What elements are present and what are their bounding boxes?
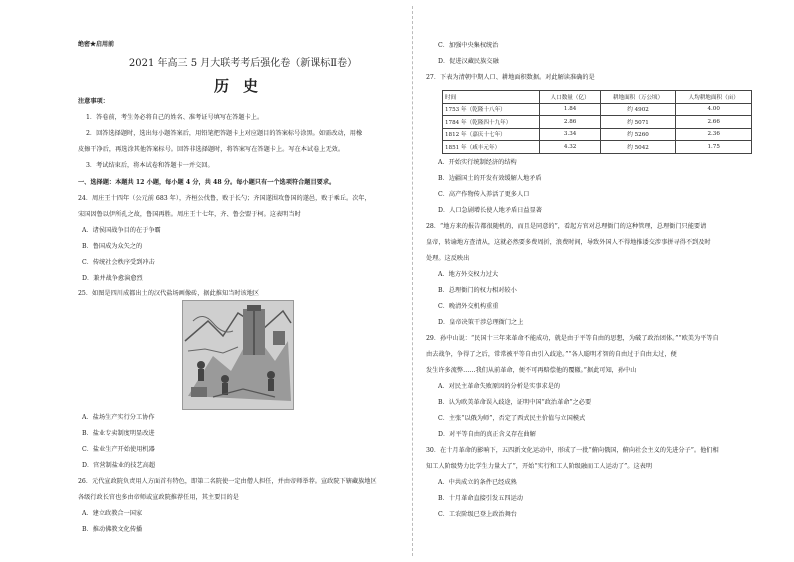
table-header-cell: 耕地面积（万公顷） (600, 91, 676, 104)
q28-option-a: A．地方外交权力过大 (438, 271, 499, 278)
table-cell: 1784 年（乾隆四十九年） (443, 116, 540, 129)
column-divider (412, 6, 413, 556)
table-cell: 1753 年（乾隆十八年） (443, 103, 540, 116)
table-cell: 约 5071 (600, 116, 676, 129)
q28-option-d: D．皇帝决策干涉总理衙门之上 (438, 319, 524, 326)
section-intro: 一、选择题：本题共 12 小题，每小题 4 分，共 48 分。每小题只有一个选项符合题目要求。 (78, 179, 336, 186)
q28-stem: 28．“地方来的报告都很随机的，而且是同意的”，看起方官对总理衙门的这种管理，总理衙门只能要请 (426, 223, 707, 230)
right-column (420, 0, 780, 562)
q25-option-d: D．官营制盐业的技艺高超 (82, 462, 156, 469)
table-cell: 2.36 (676, 128, 752, 141)
q29-stem: 发生许多流弊……我们从前革命，便不可再赔偿他的覆辙。”据此可知，孙中山 (426, 367, 637, 374)
q25-option-a: A．盐场生产实行分工协作 (82, 414, 155, 421)
q26-option-c: C．加强中央集权统治 (438, 42, 499, 49)
q28-stem: 皇帝，转谕地方查清从，这就必然要多费周折，浪费时间，导致外国人不得地推诿交涉事拼寻得不到及时 (426, 239, 711, 246)
subject-title: 历史 (213, 77, 272, 95)
q25-stem: 25．如图是四川成都出土的汉代盐场画像砖，据此推知当时该地区 (78, 290, 260, 297)
table-header-cell: 时间 (443, 91, 540, 104)
table-cell: 1.84 (540, 103, 600, 116)
q29-stem: 由去战争，争得了之后，常常被平等自由引入歧途。”“各人聪明才智的自由过于自由太过，便 (426, 351, 677, 358)
salt-field-brick-image (182, 300, 294, 410)
q27-option-c: C．高产作物传入养活了更多人口 (438, 191, 530, 198)
population-farmland-table (442, 90, 752, 154)
q24-stem: 宋国因鲁以伊所孔之故，鲁国再胜。周庄王十七年，齐、鲁会盟于柯。这表明当时 (78, 211, 301, 218)
q28-option-b: B．总理衙门的权力相对较小 (438, 287, 517, 294)
table-cell: 4.32 (540, 141, 600, 154)
table-row (443, 141, 752, 154)
table-row (443, 116, 752, 129)
q24-option-a: A．诸侯国战争目的在于争霸 (82, 227, 161, 234)
confidential-mark: 绝密★启用前 (78, 41, 115, 48)
q27-stem: 27．下表为清朝中期人口、耕地面积数据。对此解读准确的是 (426, 74, 595, 81)
q29-option-a: A．对民主革命失败原因的分析是实事求是的 (438, 383, 561, 390)
table-cell: 约 5260 (600, 128, 676, 141)
brick-relief-illustration (183, 301, 293, 409)
q26-stem: 各级行政长官也多由帝师或宣政院推荐任用，其主要目的是 (78, 494, 239, 501)
q24-option-b: B．鲁国成为众矢之的 (82, 243, 143, 250)
q26-option-b: B．推动佛教文化传播 (82, 526, 143, 533)
q25-option-c: C．盐业生产开始使用机器 (82, 446, 155, 453)
table-cell: 2.66 (676, 116, 752, 129)
q27-option-d: D．人口急剧增长使人地矛盾日益显著 (438, 207, 542, 214)
note-item: 1．答卷前，考生务必将自己的姓名、准考证号填写在答题卡上。 (86, 114, 264, 121)
q26-option-a: A．建立政教合一国家 (82, 510, 143, 517)
q30-option-a: A．中共成立的条件已经成熟 (438, 479, 517, 486)
table-cell: 约 4902 (600, 103, 676, 116)
table-cell: 约 5042 (600, 141, 676, 154)
table-header-row (443, 91, 752, 104)
q24-option-d: D．兼并战争愈演愈烈 (82, 275, 143, 282)
exam-title: 2021 年高三 5 月大联考考后强化卷（新课标Ⅱ卷） (128, 58, 358, 69)
table-header-cell: 人均耕地面积（亩） (676, 91, 752, 104)
table-row (443, 103, 752, 116)
q30-stem: 知工人阶级势力比学生力量大了”，开始“实行和工人阶级融而工人运动了”。这表明 (426, 463, 653, 470)
table-row (443, 128, 752, 141)
table-cell: 4.00 (676, 103, 752, 116)
q24-stem: 24．周庄王十四年（公元前 683 年），齐桓公伐鲁，败于长勺；齐国遂围攻鲁国的遂邑，败于乘丘。次年， (78, 195, 371, 202)
q27-option-a: A．开始实行统制经济的结构 (438, 159, 517, 166)
q29-option-d: D．对平等自由的真正含义存在曲解 (438, 431, 536, 438)
table-cell: 1.75 (676, 141, 752, 154)
table-cell: 2.86 (540, 116, 600, 129)
q30-stem: 30．在十月革命的影响下，五四新文化运动中，形成了一批“俯向俄国，俯向社会主义的先进分子”。他们相 (426, 447, 719, 454)
q26-stem: 26．元代宣政院负责用人方面首有特色，即第二名院使一定由僧人担任，并由帝师举荐。宣政院下辖藏族地区 (78, 478, 377, 485)
note-item: 2．回答选择题时，选出每小题答案后，用铅笔把答题卡上对应题目的答案标号涂黑。如需改动，用橡 (86, 130, 363, 137)
q30-option-b: B．十月革命直接引发五四运动 (438, 495, 523, 502)
q25-option-b: B．盐业专卖制度明显改进 (82, 430, 155, 437)
q24-option-c: C．传统社会秩序受到冲击 (82, 259, 155, 266)
q26-option-d: D．促进汉藏民族交融 (438, 58, 499, 65)
note-item: 皮擦干净后，再选涂其他答案标号。回答非选择题时，将答案写在答题卡上。写在本试卷上无效。 (78, 146, 345, 153)
note-item: 3．考试结束后，将本试卷和答题卡一并交回。 (86, 162, 214, 169)
table-cell: 1851 年（咸丰元年） (443, 141, 540, 154)
q28-option-c: C．晚清外交机构重重 (438, 303, 499, 310)
q28-stem: 处理。这反映出 (426, 255, 470, 262)
q27-option-b: B．边疆国土的开发有效缓解人地矛盾 (438, 175, 542, 182)
q29-stem: 29．孙中山说：“民国十三年来革命不能成功，就是由于平等自由的思想，为破了政治团体。”“欧美为平等自 (426, 335, 719, 342)
q29-option-c: C．主张“以俄为师”，否定了西式民主价值与立国模式 (438, 415, 586, 422)
q29-option-b: B．认为欧美革命误入歧途，证明中国“政治革命”之必要 (438, 399, 592, 406)
left-column (78, 0, 408, 562)
table-cell: 3.34 (540, 128, 600, 141)
table-header-cell: 人口数量（亿） (540, 91, 600, 104)
table-cell: 1812 年（嘉庆十七年） (443, 128, 540, 141)
q30-option-c: C．工农阶级已登上政治舞台 (438, 511, 517, 518)
notes-heading: 注意事项： (78, 98, 109, 105)
